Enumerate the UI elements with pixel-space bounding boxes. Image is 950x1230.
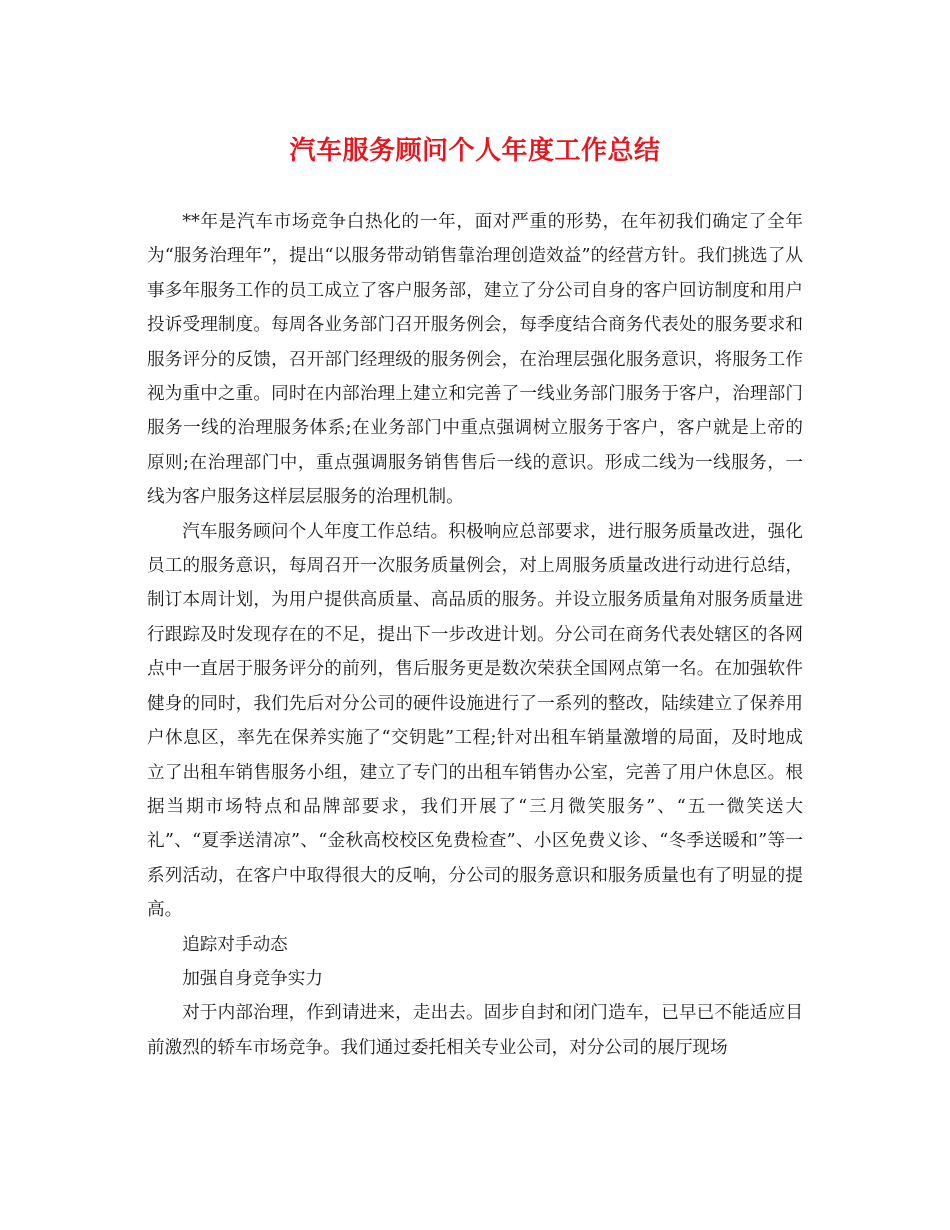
section-heading-strengthen-competitiveness: 加强自身竞争实力 <box>182 968 323 989</box>
document-title: 汽车服务顾问个人年度工作总结 <box>289 136 661 166</box>
document-body <box>147 205 803 1065</box>
paragraph-service-quality-improvement: 汽车服务顾问个人年度工作总结。积极响应总部要求，进行服务质量改进，强化员工的服务意识，每周召开一次服务质量例会，对上周服务质量改进行动进行总结，制订本周计划，为用户提供高质量、高品质的服务。并设立服务质量角对服务质量进行跟踪及时发现存在的不足，提出下一步改进计划。分公司在商务代表处辖区的各网点中一直居于服务评分的前列，售后服务更是数次荣获全国网点第一名。在加强软件健身的同时，我们先后对分公司的硬件设施进行了一系列的整改，陆续建立了保养用户休息区，率先在保养实施了“交钥匙”工程;针对出租车销量激增的局面，及时地成立了出租车销售服务小组，建立了专门的出租车销售办公室，完善了用户休息区。根据当期市场特点和品牌部要求，我们开展了“三月微笑服务”、“五一微笑送大礼”、“夏季送清凉”、“金秋高校校区免费检查”、小区免费义诊、“冬季送暖和”等一系列活动，在客户中取得很大的反响，分公司的服务意识和服务质量也有了明显的提高。 <box>147 521 803 921</box>
paragraph-service-management-year: **年是汽车市场竞争白热化的一年，面对严重的形势，在年初我们确定了全年为“服务治理年”，提出“以服务带动销售靠治理创造效益”的经营方针。我们挑选了从事多年服务工作的员工成立了客户服务部，建立了分公司自身的客户回访制度和用户投诉受理制度。每周各业务部门召开服务例会，每季度结合商务代表处的服务要求和服务评分的反馈，召开部门经理级的服务例会，在治理层强化服务意识，将服务工作视为重中之重。同时在内部治理上建立和完善了一线业务部门服务于客户，治理部门服务一线的治理服务体系;在业务部门中重点强调树立服务于客户，客户就是上帝的原则;在治理部门中，重点强调服务销售售后一线的意识。形成二线为一线服务，一线为客户服务这样层层服务的治理机制。 <box>147 212 803 508</box>
section-heading-track-competitors: 追踪对手动态 <box>182 934 288 955</box>
paragraph-internal-management: 对于内部治理，作到请进来，走出去。固步自封和闭门造车，已早已不能适应目前激烈的轿车市场竞争。我们通过委托相关专业公司，对分公司的展厅现场 <box>147 1003 803 1058</box>
